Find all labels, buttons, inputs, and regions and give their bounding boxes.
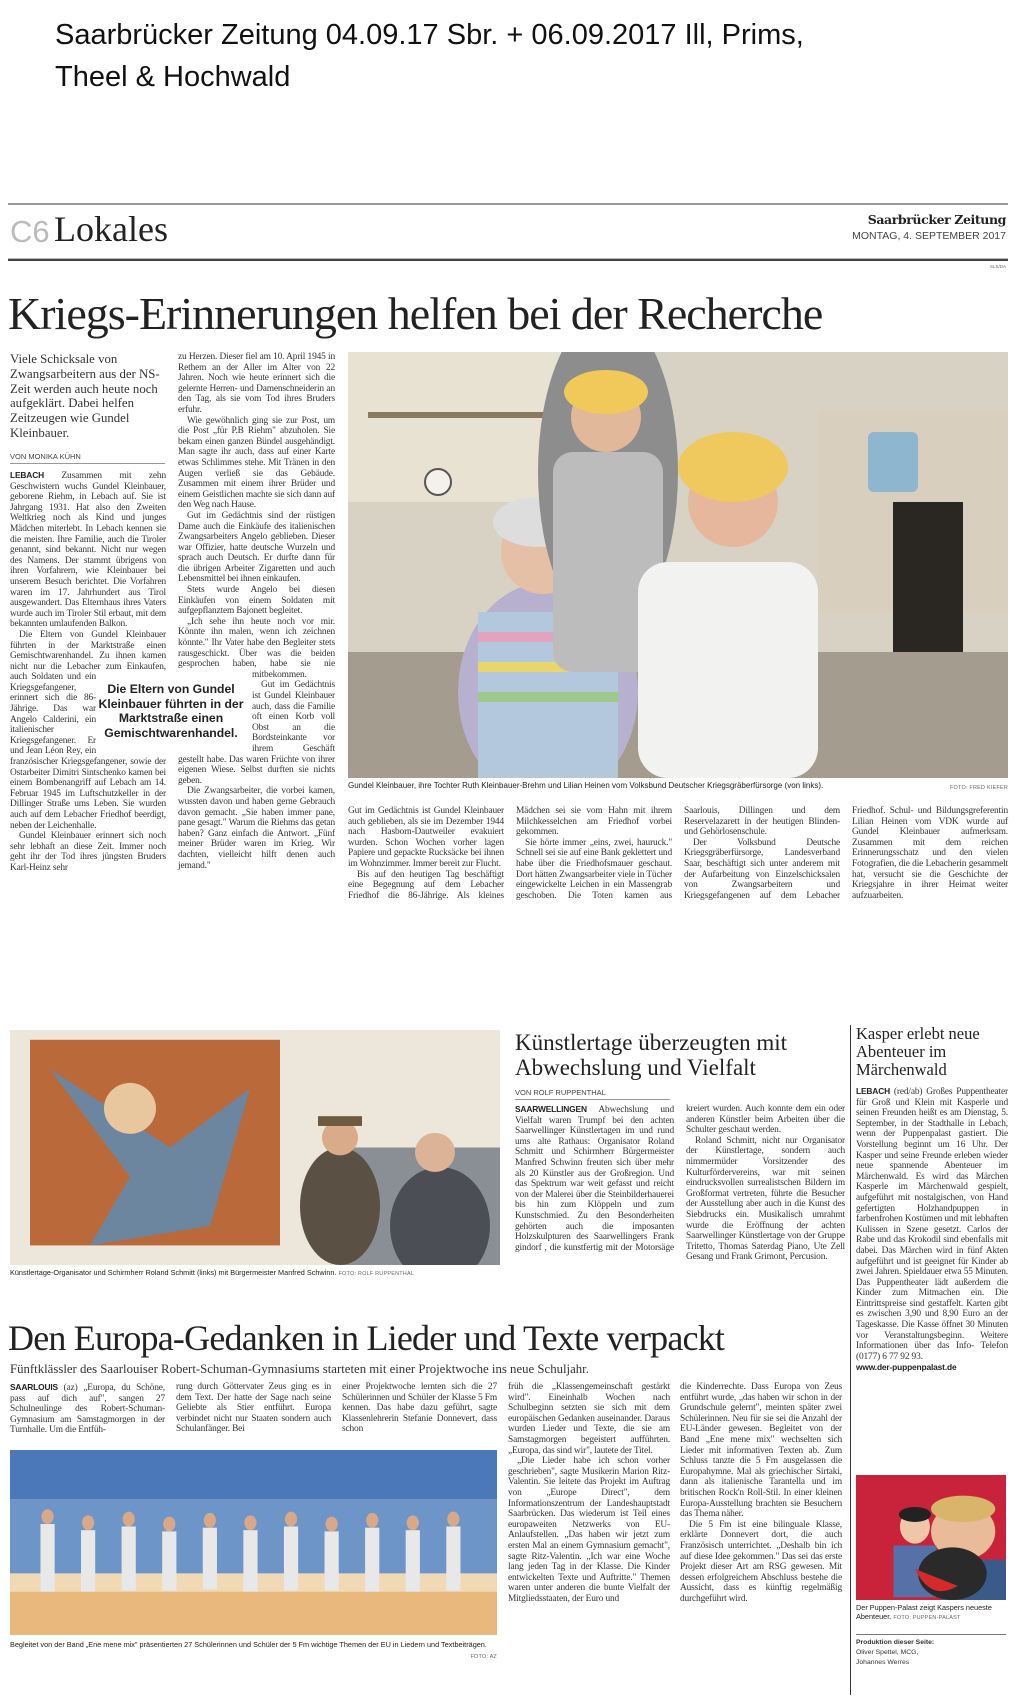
article1-pull-quote: Die Eltern von Gundel Kleinbauer führten in der Marktstraße einen Gemischtwarenhandel. [98,682,244,740]
article2-headline: Künstlertage überzeugten mit Abwechslung und Vielfalt [515,1030,788,1080]
article3-body [856,1086,1008,1373]
article3-headline: Kasper erlebt neue Abenteuer im Märchenwald [856,1024,980,1079]
paragraph-text: Roland Schmitt, nicht nur Organisator der Künstlertage, sondern auch nimmermüder Vorsitzender des Kulturfördervereins, war mit seinen eindrucksvollen surrealistschen Bildern im Großformat vertreten, führte die Besucher der Ausstellung aber auch in die Kunst des Siebdrucks ein. Musikalisch umrahmt wurde die Eröffnung der achten Saarwellinger Künstlertage von der Gruppe Tritetto, Thomas Saterdag Piano, Ute Zell Gesang und Frank Grimont, Percusion. [686,1135,845,1263]
issue-date: MONTAG, 4. SEPTEMBER 2017 [852,230,1006,242]
article1-photo [348,352,1008,778]
article4-col2-text: rung durch Göttervater Zeus ging es in dem Text. Der hatte der Sage nach seine Geliebte als Stier entführt. Europa verbindet nicht nur Staaten sondern auch Schulanfänger. Bei [176,1382,331,1435]
production-rule [856,1634,1006,1635]
article2-photo-caption [10,1268,500,1279]
article4-subtitle: Fünftklässler des Saarlouiser Robert-Schuman-Gymnasiums starteten mit einer Projektwoche ins neue Schuljahr. [10,1362,589,1376]
paragraph-text: „Die Lieder habe ich schon vorher geschrieben", sagte Musikerin Marion Ritz-Valentin. Sie leitete das Projekt im Auftrag von „Europe Direct", dem Informationszentrum der Landeshauptstadt Saarbrücken. Das wiederum ist Teil eines europaweiten Netzwerks von EU-Anlaufstellen. „Das haben wir jetzt zum ersten Mal an einem Gymnasium gemacht", sagte Ritz-Valentin. „Ich war eine Woche lang jeden Tag in der Klasse. Die Kinder entwickelten Texte und Auftritte." Themen waren unter anderen die bunte Vielfalt der Mitgliedsstaaten, der Euro und [508,1456,670,1604]
article4-column-1 [10,1382,165,1436]
article3-photo-caption [856,1603,1008,1623]
article2-body [515,1104,845,1263]
article4-photo-caption [10,1640,497,1662]
article3-caption-text: Der Puppen-Palast zeigt Kaspers neueste Abenteuer. [856,1603,992,1621]
page-title [55,14,995,98]
article3-text: (red/ab) Großes Puppentheater für Groß und Klein mit Kasperle und seinen Freunden heißt es am Dienstag, 5. September, in der Stadthalle in Lebach, wenn der Puppenpalast gastiert. Die Vorstellung beginnt um 16 Uhr. Der Kasper und seine Freunde erleben wieder neue spannende Abenteuer im Märchenwald. Es wird das Märchen Kasperle im Märchenwald gespielt, aufgeführt mit nostalgischen, von Hand gefertigten Holzhandpuppen in farbenfrohen Kostümen und mit lebhaften Kulissen in Szene gesetzt. Carlos der Rabe und das Krokodil sind ebenfalls mit dabei. Das Märchen wird in fünf Akten aufgeführt und ist geeignet für Kinder ab zwei Jahren. Spieldauer etwa 55 Minuten. Das Puppentheater lädt außerdem die Kinder zum Mitmachen ein. Die Eintrittspreise sind gestaffelt. Karten gibt es zwischen 3,90 und 8,90 Euro an der Tageskasse. Die Kasse öffnet 30 Minuten vor Veranstaltungsbeginn. Weitere Informationen über das Info- Telefon (0177) 6 77 92 93. [856,1087,1008,1362]
edition-code: SLS/DA [989,264,1006,269]
article2-photo-credit: FOTO: ROLF RUPPENTHAL [338,1271,415,1277]
article4-column-3 [342,1382,497,1435]
article3-dateline: LEBACH [856,1086,890,1096]
article1-caption-text: Gundel Kleinbauer, ihre Tochter Ruth Kleinbauer-Brehm und Lilian Heinen vom Volksbund Deutscher Kriegsgräberfürsorge (von links). [348,781,824,790]
article1-photo-caption [348,781,1008,793]
paragraph [178,617,335,681]
page-number: C6 [10,214,50,249]
paragraph [508,1382,670,1456]
paragraph [178,786,335,871]
page-title-line-2: Theel & Hochwald [55,61,291,93]
paragraph [680,1382,842,1520]
paragraph [508,1456,670,1604]
paragraph [10,470,166,630]
article4-col3-text: einer Projektwoche lernten sich die 27 Schülerinnen und Schüler der Klasse 5 Fm kennen. Das habe dazu geführt, sagte Klassenlehrerin Stefanie Donnevert, dass schon [342,1382,497,1435]
paragraph [348,806,504,870]
production-name-1: Oliver Spettel, MCG, [856,1649,919,1656]
masthead-top-rule [8,203,1008,205]
dateline: SAARWELLINGEN [515,1104,587,1114]
column-divider [850,1025,851,1695]
article2-caption-text: Künstlertage-Organisator und Schirmherr Roland Schmitt (links) mit Bürgermeister Manfred Schwinn. [10,1268,337,1277]
paragraph-text: Wie gewöhnlich ging sie zur Post, um die Post „für P.B Riehm" abzuholen. Sie bekam einen ganzen Bündel ausgehändigt. Man sagte ihr auch, dass auf einer Karte etwas Schlimmes stehe. Mit Tränen in den Augen verließ sie das Gebäude. Zusammen mit einem ihrer Brüder und einem Geistlichen machte sie sich dann auf den Weg nach Hause. [178,415,335,511]
paragraph-text: Stets wurde Angelo bei diesen Einkäufen von einem Soldaten mit aufgepflanztem Bajonett begleitet. [178,585,335,617]
production-name-2: Johannes Werres [856,1659,910,1666]
paragraph-text: Sie hörte immer „eins, zwei, hauruck." Schnell sei sie auf eine Bank geklettert und habe über die Friedhofsmauer geschaut. Dort hätten Zwangsarbeiter viele in Tücher eingewickelte Leichen in ein Massengrab geschoben. Die Toten kamen aus Saarlouis, Dillingen und dem Reservelazarett in der heutigen Blinden- und Gehörlosenschule. [516,806,840,901]
article3-photo [856,1475,1006,1600]
article4-column-5 [680,1382,842,1604]
masthead-bottom-rule [8,258,1008,261]
paragraph-text: Die Eltern von Gundel Kleinbauer führten in der Marktstraße einen Gemischtwarenhandel. Zu ihnen kamen nicht nur die Lebacher zum Einkaufen, auch Soldaten und ein Kriegsgefangener, erinnert sich die 86-Jährige. Das war Angelo Calderini, ein italienischer Kriegsgefangener. Er und Jean Léon Rey, ein französischer Kriegsgefangener, sowie der Ostarbeiter Dimitri Sintschenko kamen bei einem Bombenangriff auf Lebach am 14. Februar 1945 im Luftschutzkeller in der Dillinger Straße ums Leben. Sie wurden auch auf dem Lebacher Friedhof beerdigt, neben der Leichenhalle. [10,629,166,831]
paragraph [178,585,335,617]
production-label: Produktion dieser Seite: [856,1639,935,1646]
article1-teaser: Viele Schicksale von Zwangsarbeitern aus der NS-Zeit werden auch heute noch aufgeklärt. Dabei helfen Zeitzeugen wie Gundel Kleinbauer. [10,352,160,440]
paragraph-text: Bis auf den heutigen Tag beschäftigt eine Begegnung auf dem Lebacher Friedhof die 86-Jährige. Als kleines Mädchen sei sie vom Hahn mit ihrem Milchkesselchen am Friedhof vorbei gekommen. [348,806,672,901]
paragraph [680,1520,842,1605]
article4-column-2 [176,1382,331,1435]
paragraph-text: Gundel Kleinbauer erinnert sich noch sehr lebhaft an diese Zeit. Immer noch geht ihr der Tod ihres jüngsten Bruders Karl-Heinz sehr [10,831,166,873]
article1-headline: Kriegs-Erinnerungen helfen bei der Recherche [8,288,823,339]
puppenpalast-link[interactable]: www.der-puppenpalast.de [856,1362,957,1373]
paragraph [686,1136,845,1263]
paragraph [178,416,335,511]
dateline: LEBACH [10,470,44,480]
article3-photo-credit: FOTO: PUPPEN-PALAST [893,1615,961,1621]
paragraph [10,831,166,873]
page-title-line-1: Saarbrücker Zeitung 04.09.17 Sbr. + 06.09.2017 Ill, Prims, [55,19,804,51]
paragraph-text: Gut im Gedächtnis sind der rüstigen Dame auch die Einkäufe des italienischen Zwangsarbeiters Angelo geblieben. Dieser war Offizier, hatte deutsche Wurzeln und sprach auch Deutsch. Er durfte dann für die übrigen Arbeiter Zigaretten und auch Lebensmittel bei ihnen einkaufen. [178,510,335,585]
article1-column-2 [178,352,335,871]
paragraph-text: Der Volksbund Deutsche Kriegsgräberfürsorge, Landesverband Saar, beschäftigt sich unter anderem mit der Aufarbeitung von Einzelschicksalen von Zwangsarbeitern und Kriegsgefangenen auf dem Lebacher Friedhof. Schul- und Bildungsgreferentin Lilian Heinen vom VDK wurde auf Gundel Kleinbauer aufmerksam. Zusammen mit dem reichen Erinnerungsschatz und den vielen Fotografien, die die Lebacherin gesammelt hat, versucht sie die Geschichte der Kriegsjahre in ihrer Heimat weiter aufzuarbeiten. [684,806,1008,901]
paragraph [178,511,335,585]
article1-column-1 [10,470,166,874]
paragraph-text: Die 5 Fm ist eine bilinguale Klasse, erklärte Donnevert dort, die auch Französisch unterrichtet. „Deshalb bin ich auf diese Idee gekommen." Das sei das erste Projekt dieser Art am RSG gewesen. Mit dessen erfolgreichem Abschluss bestehe die Aussicht, dass es künftig regelmäßig durchgeführt wird. [680,1519,842,1604]
production-info [856,1638,934,1668]
paragraph-text: Gut im Gedächtnis ist Gundel Kleinbauer auch geblieben, als sie im Dezember 1944 nach Hasborn-Dautweiler evakuiert wurden. Schon Wochen vorher lagen Papiere und gepackte Rucksäcke bei ihnen im Wohnzimmer. Immer bereit zur Flucht. [348,806,504,869]
article4-photo [10,1450,497,1635]
article4-caption-text: Begleitet von der Band „Ene mene mix" präsentierten 27 Schülerinnen und Schüler der 5 Fm wichtige Themen der EU in Liedern und Textbeiträgen. [10,1640,487,1649]
paragraph-text: Zusammen mit zehn Geschwistern wuchs Gundel Kleinbauer, geborene Riehm, in Lebach auf. Sie ist Jahrgang 1931. Hat also den Zweiten Weltkrieg noch als Kind und junges Mädchen miterlebt. In Lebach kennen sie die meisten. Ihre Familie, auch die Tiroler genannt, sind bekannt. Nicht nur wegen des Namens. Der stammt übrigens von ihren Vorfahrern, wie Kleinbauer bei unserem Besuch berichtet. Die Vorfahren waren im 17. Jahrhundert aus Tirol ausgewandert. Das Elternhaus ihres Vaters wurde auch im Tiroler Stil erbaut, mit dem bekannten umlaufenden Balkon. [10,471,166,630]
paragraph-text: früh die „Klassengemeinschaft gestärkt wird". Eineinhalb Wochen nach Schulbeginn setzten sie sich mit dem europäischen Gedanken auseinander. Daraus wurden Lieder und Texte, die sie am Samstagmorgen begeistert aufführten. „Europa, das sind wir", lautete der Titel. [508,1382,670,1456]
article4-column-4 [508,1382,670,1604]
article4-dateline: SAARLOUIS [10,1382,58,1392]
article4-col1-text: (az) „Europa, du Schöne, pass auf dich auf", sangen 27 Schulneulinge des Robert-Schuman-Gymnasium am Samstagmorgen in der Turnhalle. Um die Entfüh- [10,1383,165,1436]
article1-byline: VON MONIKA KÜHN [10,452,165,464]
masthead [10,208,1006,258]
article1-photo-credit: FOTO: FRED KIEFER [950,785,1008,791]
paragraph-text: Abwechslung und Vielfalt waren Trumpf bei den achten Saarwellinger Künstlertagen im und rund ums alte Rathaus: Organisator Roland Schmitt und Schirmherr Bürgermeister Manfred Schwinn freuten sich über mehr als 20 Künstler aus der Großregion. Und das Spektrum war weit gefasst und reicht von der Malerei über die Steinbilderhauerei bis hin zum Klöppeln und zum Kunstschmied. Zu den Besonderheiten gehörten auch die imposanten Holzskulpturen des Saarwellingers Frank gindorf , die kunstfertig mit der Motorsäge kreiert wurden. Auch konnte dem ein oder anderen Künstler beim Arbeiten über die Schulter geschaut werden. [515,1104,845,1253]
paragraph-text: Die Zwangsarbeiter, die vorbei kamen, wussten davon und haben gerne Gebrauch davon gemacht. „Sie haben immer pane, pane gesagt." Warum die Riehms das getan haben? Ganz einfach die Antwort. „Fünf meiner Brüder waren im Krieg. Wir dachten, vielleicht hilft denen auch jemand." [178,786,335,871]
article1-lower-columns [348,806,1008,901]
paragraph-text: zu Herzen. Dieser fiel am 10. April 1945 in Rethem an der Aller im Alter von 22 Jahren. Noch wie heute erinnert sich die gelernte Herren- und Damenschneiderin an den Tag, als sie vom Tod ihres Bruders erfuhr. [178,352,335,415]
paragraph-text: „Ich sehe ihn heute noch vor mir. Könnte ihn malen, wenn ich zeichnen könnte." Ihr Vater habe den Begleiter stets rausgeschickt. Über was die beiden gesprochen haben, habe sie nie mitbekommen. [178,616,335,680]
section-title: Lokales [54,209,168,249]
paragraph [178,352,335,416]
paragraph-text: die Kinderrechte. Dass Europa von Zeus entführt wurde, „das haben wir schon in der Grundschule gelernt", meinten später zwei Schülerinnen. Neu für sie sei die Anzahl der EU-Länder gewesen. Begleitet von der Band „Ene mene mix" wechselten sich Lieder mit informativen Texten ab. Zum Schluss tanzte die 5 Fm ausgelassen die Europahymne. Mal als griechischer Sirtaki, dann als italienische Tarantella und im britischen Rock'n Roll-Stil. In einer kleinen Europa-Ausstellung brachten sie Besuchern das Thema näher. [680,1382,842,1520]
paragraph-text: Gut im Gedächtnis ist Gundel Kleinbauer auch, dass die Familie oft einen Korb voll Obst an die Bordsteinkante vor ihrem Geschäft gestellt habe. Das waren Früchte von ihrer eigenen Wiese. Selbst durften sie nichts geben. [178,680,335,786]
article2-byline: VON ROLF RUPPENTHAL [515,1088,670,1100]
article4-photo-credit: FOTO: AZ [470,1653,497,1660]
newspaper-logo: Saarbrücker Zeitung [867,212,1006,227]
article2-photo [10,1030,500,1265]
article4-headline: Den Europa-Gedanken in Lieder und Texte verpackt [8,1318,725,1358]
